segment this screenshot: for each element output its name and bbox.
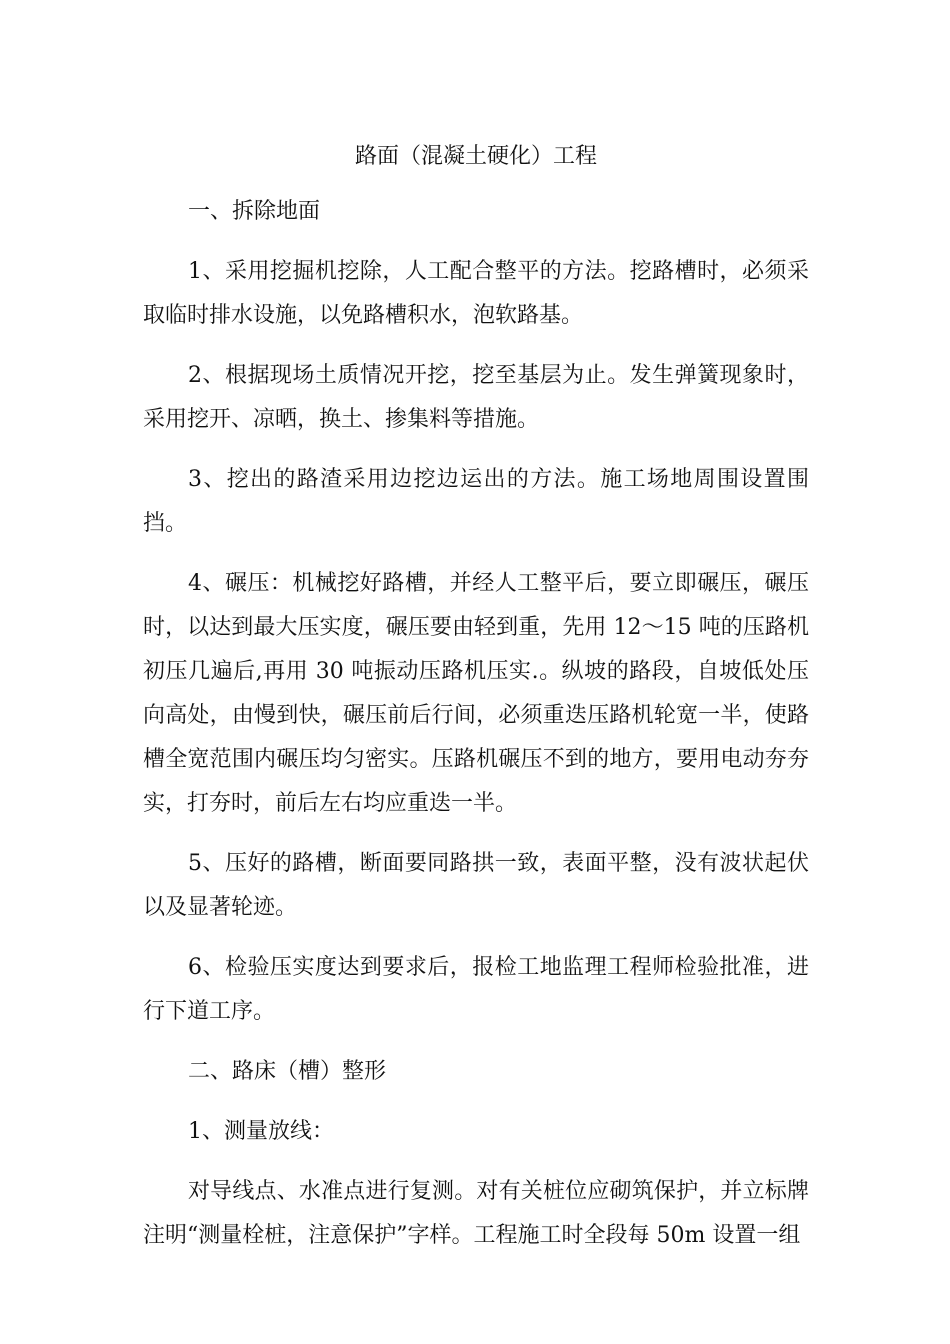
document-page: [143, 138, 809, 1274]
paragraph: 5、压好的路槽，断面要同路拱一致，表面平整，没有波状起伏以及显著轮迹。: [143, 851, 809, 920]
section-heading-roadbed: 二、路床（槽）整形: [188, 1059, 387, 1084]
section-heading-demolition: 一、拆除地面: [188, 199, 321, 224]
paragraph: 3、挖出的路渣采用边挖边运出的方法。施工场地周围设置围挡。: [143, 467, 809, 536]
document-title: 路面（混凝土硬化）工程: [354, 144, 597, 169]
paragraph: 4、碾压：机械挖好路槽，并经人工整平后，要立即碾压，碾压时，以达到最大压实度，碾压要由轻到重，先用 12～15 吨的压路机初压几遍后,再用 30 吨振动压路机压实.。纵坡的路段，自坡低处压向高处，由慢到快，碾压前后行间，必须重迭压路机轮宽一半，使路槽全宽范围内碾压均匀密实。压路机碾压不到的地方，要用电动夯夯实，打夯时，前后左右均应重迭一半。: [143, 571, 809, 816]
subsection-heading-survey: 1、测量放线：: [188, 1119, 334, 1144]
paragraph: 2、根据现场土质情况开挖，挖至基层为止。发生弹簧现象时，采用挖开、凉晒，换土、掺集料等措施。: [143, 363, 809, 432]
paragraph: 对导线点、水准点进行复测。对有关桩位应砌筑保护，并立标牌注明“测量栓桩，注意保护”字样。工程施工时全段每 50m 设置一组: [143, 1179, 809, 1248]
paragraph: 1、采用挖掘机挖除，人工配合整平的方法。挖路槽时，必须采取临时排水设施，以免路槽积水，泡软路基。: [143, 259, 809, 328]
paragraph: 6、检验压实度达到要求后，报检工地监理工程师检验批准，进行下道工序。: [143, 955, 809, 1024]
